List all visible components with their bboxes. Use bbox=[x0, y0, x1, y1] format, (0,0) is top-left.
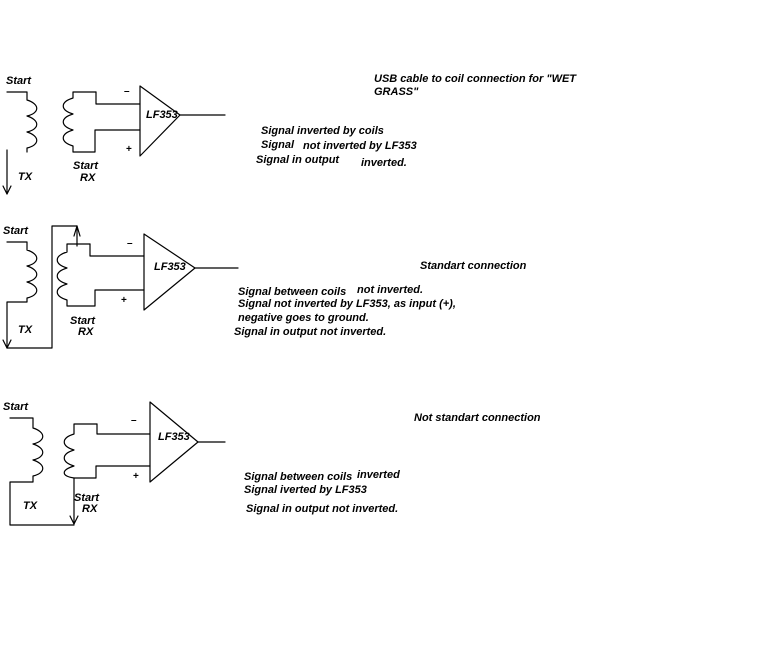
diagram3-note-output: Signal in output not inverted. bbox=[246, 503, 399, 515]
diagram1-title-line1: USB cable to coil connection for "WET bbox=[374, 73, 577, 85]
diagram2-plus-sign: + bbox=[121, 295, 127, 306]
diagram1-tx-start-label: Start bbox=[6, 75, 32, 87]
diagram2-minus-sign: – bbox=[127, 238, 133, 249]
diagram2-note-coils: Signal between coils bbox=[238, 286, 347, 298]
diagram3-tx-start-label: Start bbox=[3, 401, 29, 413]
diagram2-rx-start-label: Start bbox=[70, 315, 96, 327]
diagram1-note-coils: Signal inverted by coils bbox=[261, 125, 384, 137]
diagram1-note-inverted: inverted. bbox=[361, 157, 407, 169]
diagram2-tx-start-label: Start bbox=[3, 225, 29, 237]
diagram1-note-output: Signal in output bbox=[256, 154, 340, 166]
diagram2-opamp-label: LF353 bbox=[154, 261, 186, 273]
diagram1-tx-coil bbox=[7, 92, 37, 152]
diagram1-rx-label: RX bbox=[80, 172, 96, 184]
diagram3-tx-label: TX bbox=[23, 500, 38, 512]
diagram3-opamp-label: LF353 bbox=[158, 431, 190, 443]
diagram1-plus-sign: + bbox=[126, 144, 132, 155]
diagram2-rx-label: RX bbox=[78, 326, 94, 338]
diagram2-note-lf353: Signal not inverted by LF353, as input (+), bbox=[238, 298, 456, 310]
diagram1-note-signal: Signal bbox=[261, 139, 295, 151]
diagram3-minus-sign: – bbox=[131, 415, 137, 426]
diagram2-tx-label: TX bbox=[18, 324, 33, 336]
diagram2-tx-loop bbox=[3, 226, 77, 348]
diagram3-note-lf353: Signal iverted by LF353 bbox=[244, 484, 367, 496]
diagram1-rx-start-label: Start bbox=[73, 160, 99, 172]
diagram2-title: Standart connection bbox=[420, 260, 527, 272]
diagram3-rx-start-label: Start bbox=[74, 492, 100, 504]
diagram3-rx-label: RX bbox=[82, 503, 98, 515]
diagram3-note-inverted: inverted bbox=[357, 469, 400, 481]
diagram3-title: Not standart connection bbox=[414, 412, 541, 424]
diagram2-note-ground: negative goes to ground. bbox=[238, 312, 369, 324]
diagram1-opamp-label: LF353 bbox=[146, 109, 178, 121]
diagram3-plus-sign: + bbox=[133, 471, 139, 482]
diagram1-minus-sign: – bbox=[124, 86, 130, 97]
diagram1-tx-label: TX bbox=[18, 171, 33, 183]
diagram3-note-coils: Signal between coils bbox=[244, 471, 353, 483]
diagram1-title-line2: GRASS" bbox=[374, 86, 419, 98]
diagram1-tx-arrow bbox=[3, 150, 11, 194]
diagram1-note-lf353: not inverted by LF353 bbox=[303, 140, 417, 152]
diagram2-note-output: Signal in output not inverted. bbox=[234, 326, 387, 338]
diagram2-note-not-inverted: not inverted. bbox=[357, 284, 424, 296]
